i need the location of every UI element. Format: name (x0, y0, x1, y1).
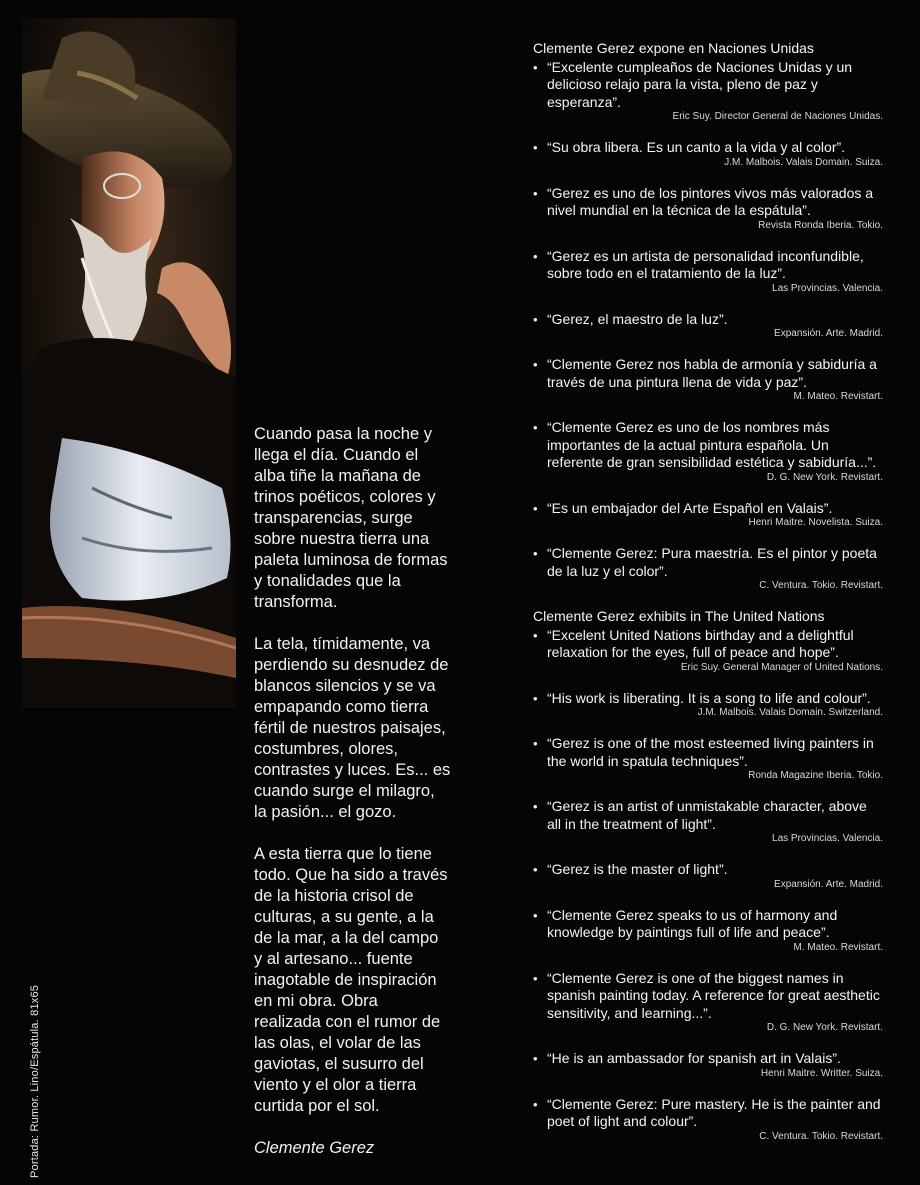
quote-text: • “Es un embajador del Arte Español en Valais”. (547, 499, 833, 516)
poem-paragraph: A esta tierra que lo tiene todo. Que ha sido a través de la historia crisol de culturas, a su gente, a la de la mar, a la del campo y al artesano... fuente inagotable de inspiración en mi obra. Obra realizada con el rumor de las olas, el volar de las gaviotas, el susurro del viento y el olor a tierra curtida por el sol. (254, 845, 448, 1115)
quote-source: Eric Suy. Director General de Naciones Unidas. (672, 111, 883, 122)
quote-item (533, 248, 883, 295)
quote-source: C. Ventura. Tokio. Revistart. (759, 1130, 883, 1142)
quote-source: Revista Ronda Iberia. Tokio. (758, 219, 883, 231)
quote-source: J.M. Malbois. Valais Domain. Switzerland. (697, 707, 883, 718)
quote-text: • “Excelent United Nations birthday and a delightful relaxation for the eyes, full of peace and hope”. (547, 626, 854, 660)
quote-text: • “Su obra libera. Es un canto a la vida y al color”. (547, 139, 846, 155)
quote-text: • “Clemente Gerez speaks to us of harmony and knowledge by paintings full of life and peace”. (547, 906, 838, 940)
quote-item (533, 419, 883, 484)
press-quotes (533, 40, 883, 1159)
quote-source: M. Mateo. Revistart. (793, 391, 883, 402)
quote-source: Henri Maitre. Novelista. Suiza. (748, 517, 883, 528)
cover-caption: Portada: Rumor. Lino/Espátula. 81x65 (29, 984, 41, 1178)
quote-item (533, 970, 883, 1035)
quote-source: D. G. New York. Revistart. (766, 471, 883, 483)
portrait-illustration (22, 18, 236, 708)
quote-source: D. G. New York. Revistart. (766, 1022, 883, 1033)
quote-source: C. Ventura. Tokio. Revistart. (759, 580, 883, 591)
artist-portrait-photo (22, 18, 236, 708)
poem-paragraph: La tela, tímidamente, va perdiendo su desnudez de blancos silencios y se va empapando como tierra fértil de nuestros paisajes, costumbres, olores, contrastes y luces. Es... es cuando surge el milagro, la pasión... el gozo. (254, 635, 451, 821)
quote-item (533, 59, 883, 124)
quote-item (533, 861, 883, 891)
quote-item (533, 139, 883, 169)
quote-source: Henri Maitre. Writter. Suiza. (760, 1067, 883, 1079)
poem-text (254, 424, 454, 1180)
quote-item (533, 690, 883, 720)
quote-source: Expansión. Arte. Madrid. (774, 328, 883, 339)
quote-item (533, 1096, 883, 1143)
quote-item (533, 185, 883, 232)
quote-item (533, 311, 883, 341)
quote-item (533, 735, 883, 782)
quote-text: • “His work is liberating. It is a song to life and colour”. (547, 689, 871, 706)
quote-source: Eric Suy. General Manager of United Nations. (680, 661, 883, 673)
quote-text: • “Excelente cumpleaños de Naciones Unidas y un delicioso relajo para la vista, pleno de paz y esperanza”. (547, 58, 853, 110)
quote-source: Las Provincias. Valencia. (772, 833, 883, 844)
quote-text: • “Gerez, el maestro de la luz”. (547, 310, 728, 327)
poem-paragraph: Cuando pasa la noche y llega el día. Cuando el alba tiñe la mañana de trinos poéticos, colores y transparencias, surge sobre nuestra tierra una paleta luminosa de formas y tonalidades que la transforma. (254, 425, 448, 611)
quote-text: • “Gerez es un artista de personalidad inconfundible, sobre todo en el tratamiento de la luz”. (547, 247, 864, 281)
quote-source: Las Provincias. Valencia. (772, 282, 883, 294)
quote-text: • “He is an ambassador for spanish art in Valais”. (547, 1050, 841, 1066)
quote-item (533, 1050, 883, 1080)
quote-source: J.M. Malbois. Valais Domain. Suiza. (724, 156, 883, 168)
quote-item (533, 545, 883, 592)
quote-text: • “Clemente Gerez nos habla de armonía y sabiduría a través de una pintura llena de vida y paz”. (547, 356, 877, 390)
quote-source: M. Mateo. Revistart. (793, 941, 883, 953)
quote-text: • “Gerez es uno de los pintores vivos más valorados a nivel mundial en la técnica de la espátula”. (547, 184, 874, 218)
quote-text: • “Clemente Gerez es uno de los nombres más importantes de la actual pintura española. Un referente de gran sensibilidad estética y sabiduría...”. (547, 419, 877, 470)
spanish-section-title: Clemente Gerez expone en Naciones Unidas (533, 40, 814, 56)
quote-source: Expansión. Arte. Madrid. (774, 878, 883, 890)
quote-item (533, 627, 883, 674)
quote-item (533, 798, 883, 845)
quote-item (533, 907, 883, 954)
quote-item (533, 356, 883, 403)
english-section-title: Clemente Gerez exhibits in The United Nations (533, 608, 825, 624)
quote-text: • “Clemente Gerez: Pura maestría. Es el pintor y poeta de la luz y el color”. (547, 545, 877, 579)
quote-item (533, 500, 883, 530)
quote-source: Ronda Magazine Iberia. Tokio. (748, 770, 883, 781)
quote-text: • “Gerez is the master of light”. (547, 861, 728, 877)
quote-text: • “Clemente Gerez: Pure mastery. He is the painter and poet of light and colour”. (547, 1095, 881, 1129)
quote-text: • “Clemente Gerez is one of the biggest names in spanish painting today. A reference for great aesthetic sensitivity, and learning...”. (547, 969, 880, 1021)
quote-text: • “Gerez is one of the most esteemed living painters in the world in spatula techniques”. (547, 735, 874, 769)
quote-text: • “Gerez is an artist of unmistakable character, above all in the treatment of light”. (547, 798, 867, 832)
poem-signature: Clemente Gerez (254, 1139, 375, 1157)
